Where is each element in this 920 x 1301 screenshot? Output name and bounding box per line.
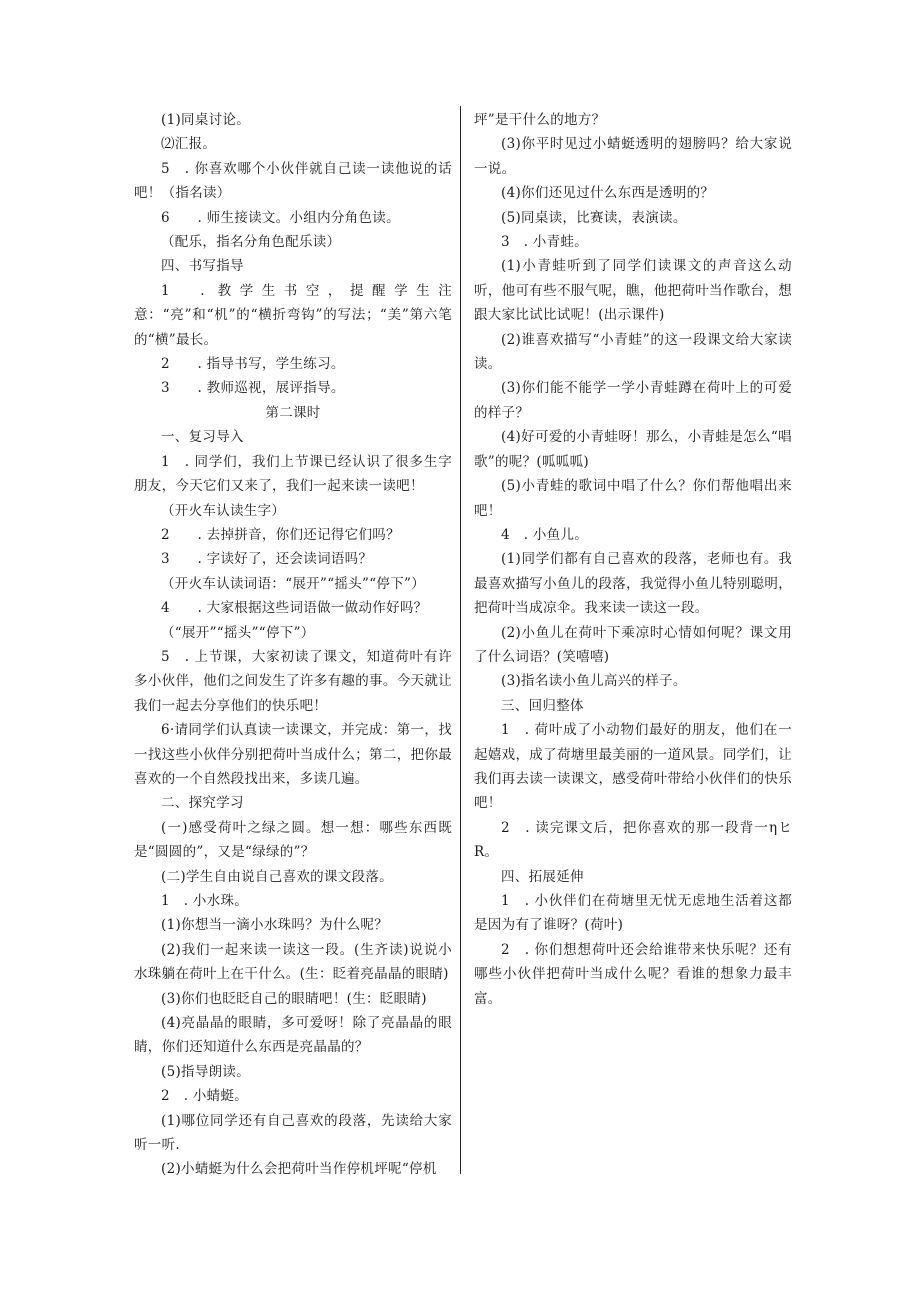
right-paragraph: (5)同桌读，比赛读，表演读。 [501,209,687,226]
right-paragraph: 4 . 小鱼儿。 [501,526,589,543]
right-paragraph: (3)你平时见过小蜻蜓透明的翅膀吗？给大家说一说。 [474,136,792,177]
left-paragraph: (4)亮晶晶的眼睛，多可爱呀！除了亮晶晶的眼睛，你们还知道什么东西是亮晶晶的？ [134,1015,452,1056]
right-paragraph: (5)小青蛙的歌词中唱了什么？你们帮他唱出来吧！ [474,478,792,519]
left-paragraph: （开火车认读词语：“展开”“摇头”“停下”） [161,575,426,592]
left-paragraph: (1)你想当一滴小水珠吗？为什么呢？ [161,917,389,934]
left-paragraph: 一、复习导入 [161,429,244,446]
right-paragraph: 四、拓展延伸 [501,868,584,885]
left-paragraph: 2 . 指导书写，学生练习。 [161,356,345,373]
right-paragraph: 2 . 读完课文后，把你喜欢的那一段背一ηヒR。 [474,819,792,861]
left-paragraph: 四、书写指导 [161,258,244,275]
left-paragraph: 二、探究学习 [161,795,244,812]
right-paragraph: (1)同学们都有自己喜欢的段落，老师也有。我最喜欢描写小鱼儿的段落，我觉得小鱼儿特别聪明，把荷叶当成凉伞。我来读一读这一段。 [474,551,792,617]
left-paragraph: （配乐，指名分角色配乐读） [161,234,341,251]
left-paragraph: (2)我们一起来读一读这一段。(生齐读)说说小水珠躺在荷叶上在干什么。(生：眨着亮晶晶的眼睛) [134,941,452,983]
left-paragraph: ⑵汇报。 [161,136,217,153]
right-paragraph: 3 . 小青蛙。 [501,234,589,251]
left-column [134,108,452,1182]
left-paragraph: （“展开”“摇头”“停下”） [161,624,315,641]
left-paragraph: 第二课时 [265,404,321,421]
right-paragraph: (2)谁喜欢描写“小青蛙”的这一段课文给大家读读。 [474,331,792,373]
left-paragraph: (2)小蜻蜓为什么会把荷叶当作停机坪呢“停机 [161,1161,437,1178]
right-paragraph: 1 . 小伙伴们在荷塘里无忧无虑地生活着这都是因为有了谁呀？(荷叶) [474,893,792,934]
right-paragraph: (3)指名读小鱼儿高兴的样子。 [501,673,687,690]
right-paragraph: (4)你们还见过什么东西是透明的？ [501,185,715,202]
left-paragraph: (二)学生自由说自己喜欢的课文段落。 [161,868,393,885]
left-paragraph: (1)哪位同学还有自己喜欢的段落，先读给大家听一听. [134,1112,452,1154]
left-paragraph: 2 . 去掉拼音，你们还记得它们吗？ [161,526,400,543]
right-paragraph: 2 . 你们想想荷叶还会给谁带来快乐呢？还有哪些小伙伴把荷叶当成什么呢？看谁的想象力最丰富。 [474,941,792,1007]
left-paragraph: (1)同桌讨论。 [161,112,251,128]
left-paragraph: (3)你们也眨眨自己的眼睛吧！(生：眨眼睛) [161,990,427,1007]
left-paragraph: 1 . 同学们，我们上节课已经认识了很多生字朋友，今天它们又来了，我们一起来读一读吧！ [134,453,452,495]
left-paragraph: 5 . 上节课，大家初读了课文，知道荷叶有许多小伙伴，他们之间发生了许多有趣的事。今天就让我们一起去分享他们的快乐吧！ [134,648,452,714]
left-paragraph: 4 . 大家根据这些词语做一做动作好吗？ [161,600,428,617]
left-paragraph: 2 . 小蜻蜓。 [161,1088,249,1105]
right-paragraph: (4)好可爱的小青蛙呀！那么，小青蛙是怎么“唱歌”的呢？(呱呱呱) [474,429,792,470]
left-paragraph: 1 . 小水珠。 [161,893,249,909]
left-paragraph: 3 . 教师巡视，展评指导。 [161,380,345,397]
left-paragraph: 6 . 师生接读文。小组内分角色读。 [161,209,400,226]
left-paragraph: 1 . 教学生书空，提醒学生注意：“亮”和“机”的“横折弯钩”的写法；“美”第六笔的“横”最长。 [134,282,452,348]
column-divider [460,106,461,1174]
right-paragraph: 三、回归整体 [501,697,584,714]
right-paragraph: (2)小鱼儿在荷叶下乘凉时心情如何呢？课文用了什么词语？(笑嘻嘻) [474,624,792,665]
right-paragraph: (3)你们能不能学一学小青蛙蹲在荷叶上的可爱的样子？ [474,380,792,421]
left-paragraph: (5)指导朗读。 [161,1063,251,1080]
right-paragraph: 坪”是干什么的地方？ [474,112,606,128]
left-paragraph: （开火车认读生字） [161,502,286,519]
right-paragraph: 1 . 荷叶成了小动物们最好的朋友，他们在一起嬉戏，成了荷塘里最美丽的一道风景。同学们，让我们再去读一读课文，感受荷叶带给小伙伴们的快乐吧！ [474,722,792,812]
left-paragraph: 6·请同学们认真读一读课文，并完成：第一，找一找这些小伙伴分别把荷叶当成什么；第二，把你最喜欢的一个自然段找出来，多读几遍。 [134,722,452,787]
left-paragraph: (一)感受荷叶之绿之圆。想一想：哪些东西既是“圆圆的”，又是“绿绿的”？ [134,819,452,861]
right-column [474,108,792,1011]
left-paragraph: 5 . 你喜欢哪个小伙伴就自己读一读他说的话吧！（指名读） [134,160,452,202]
right-paragraph: (1)小青蛙听到了同学们读课文的声音这么动听，他可有些不服气呢，瞧，他把荷叶当作歌台，想跟大家比试比试呢！(出示课件) [474,258,792,324]
left-paragraph: 3 . 字读好了，还会读词语吗？ [161,551,373,568]
